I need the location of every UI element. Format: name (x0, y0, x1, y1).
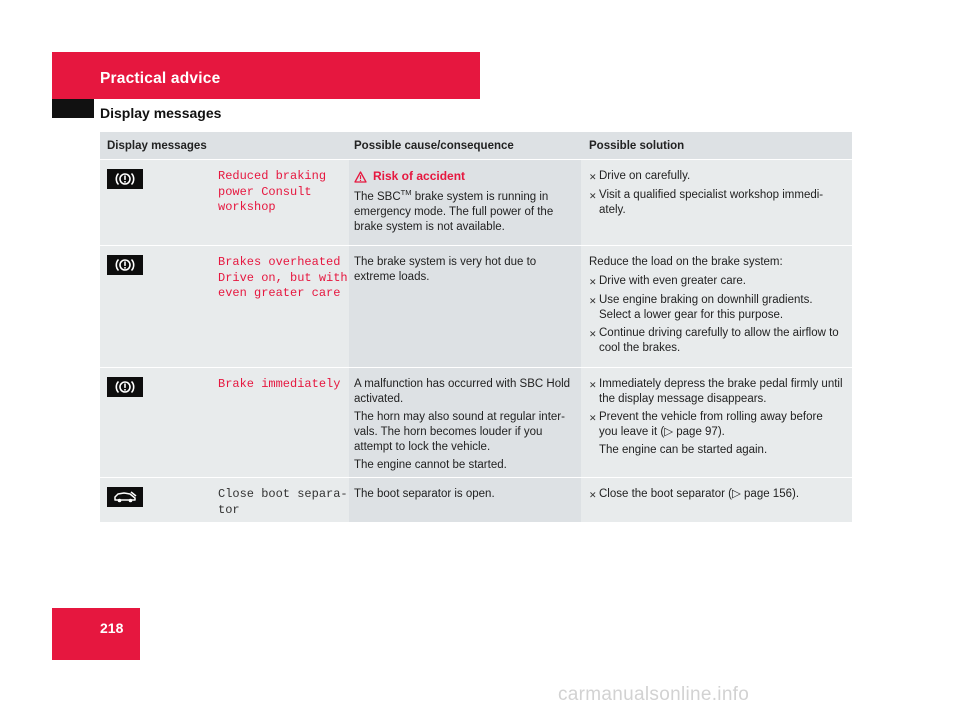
cause-text-start: The SBC (354, 191, 401, 203)
message-cell (212, 478, 349, 522)
cause-cell (349, 368, 581, 477)
bullet-x-icon: ✕ (589, 277, 597, 287)
display-message-text: Close boot separa- tor (218, 487, 348, 517)
solution-bullet (589, 487, 844, 503)
solution-bullet (589, 169, 844, 185)
cause-text: The brake system is very hot due to extreme loads. (354, 256, 537, 283)
icon-cell (100, 246, 212, 367)
cause-text: The boot separator is open. (354, 488, 495, 500)
page-number: 218 (100, 620, 124, 636)
bullet-text: Immediately depress the brake pedal firmly until the display message disappears. (599, 378, 843, 405)
brake-warning-icon (107, 377, 143, 397)
brake-warning-icon (107, 169, 143, 189)
solution-bullet (589, 293, 844, 323)
solution-bullet (589, 188, 844, 218)
bullet-text: Drive on carefully. (599, 170, 691, 182)
message-cell (212, 368, 349, 477)
page-ref-arrow-icon: ▷ (664, 426, 674, 438)
page-number-box (52, 608, 140, 660)
message-cell (212, 246, 349, 367)
page-ref-link[interactable]: page 97). (673, 426, 725, 438)
bullet-x-icon: ✕ (589, 296, 597, 306)
bullet-x-icon: ✕ (589, 490, 597, 500)
solution-bullet (589, 410, 844, 440)
bullet-x-icon: ✕ (589, 191, 597, 201)
bullet-text (599, 487, 844, 503)
solution-cell (581, 160, 852, 245)
cause-cell (349, 160, 581, 245)
icon-cell (100, 368, 212, 477)
section-tab-marker (52, 99, 94, 118)
table-row (100, 477, 852, 522)
cause-text (354, 190, 577, 235)
car-boot-icon (107, 487, 143, 507)
cause-text: The horn may also sound at regular inter-vals. The horn becomes louder if you attempt to lock the vehicle. (354, 411, 565, 453)
section-title: Display messages (100, 105, 222, 121)
table-row (100, 245, 852, 367)
watermark-text: carmanualsonline.info (558, 684, 750, 705)
risk-label: Risk of accident (373, 169, 466, 183)
page-ref-link[interactable]: page 156). (740, 488, 800, 500)
message-cell (212, 160, 349, 245)
solution-cell (581, 478, 852, 522)
trademark-sup: TM (400, 188, 412, 198)
solution-bullet (589, 326, 844, 356)
icon-cell (100, 160, 212, 245)
bullet-x-icon: ✕ (589, 329, 597, 339)
page-ref-arrow-icon: ▷ (731, 488, 741, 500)
cause-text-end: brake system is running in emergency mode. The full power of the brake system is not available. (354, 191, 554, 233)
solution-bullet (589, 377, 844, 407)
brake-warning-icon (107, 255, 143, 275)
cause-text: A malfunction has occurred with SBC Hold activated. (354, 378, 571, 405)
col-header-solution: Possible solution (589, 139, 685, 152)
solution-note: The engine can be started again. (599, 444, 768, 456)
bullet-x-icon: ✕ (589, 413, 597, 423)
bullet-text: Visit a qualified specialist workshop immedi-ately. (599, 189, 824, 216)
solution-bullet (589, 274, 844, 290)
table-header (100, 132, 852, 159)
col-header-display-messages: Display messages (107, 139, 207, 152)
display-messages-table (100, 132, 852, 522)
bullet-text: Continue driving carefully to allow the airflow to cool the brakes. (599, 327, 839, 354)
col-header-cause: Possible cause/consequence (354, 139, 514, 152)
display-message-text: Reduced braking power Consult workshop (218, 169, 327, 214)
display-message-text: Brakes overheated Drive on, but with even greater care (218, 255, 348, 300)
bullet-text (599, 410, 844, 440)
table-row (100, 367, 852, 477)
bullet-text: Drive with even greater care. (599, 275, 747, 287)
solution-intro: Reduce the load on the brake system: (589, 256, 783, 268)
solution-cell (581, 368, 852, 477)
bullet-x-icon: ✕ (589, 380, 597, 390)
cause-cell (349, 246, 581, 367)
display-message-text: Brake immediately (218, 377, 341, 391)
bullet-x-icon: ✕ (589, 172, 597, 182)
bullet-text-start: Close the boot separator ( (599, 488, 732, 500)
chapter-title: Practical advice (100, 70, 221, 87)
bullet-text: Use engine braking on downhill gradients. Select a lower gear for this purpose. (599, 294, 813, 321)
icon-cell (100, 478, 212, 522)
warning-triangle-icon (354, 171, 367, 183)
risk-warning (354, 169, 577, 184)
bullet-text-start: Prevent the vehicle from rolling away before you leave it ( (599, 411, 823, 438)
table-row (100, 159, 852, 245)
solution-cell (581, 246, 852, 367)
cause-text: The engine cannot be started. (354, 459, 507, 471)
cause-cell (349, 478, 581, 522)
